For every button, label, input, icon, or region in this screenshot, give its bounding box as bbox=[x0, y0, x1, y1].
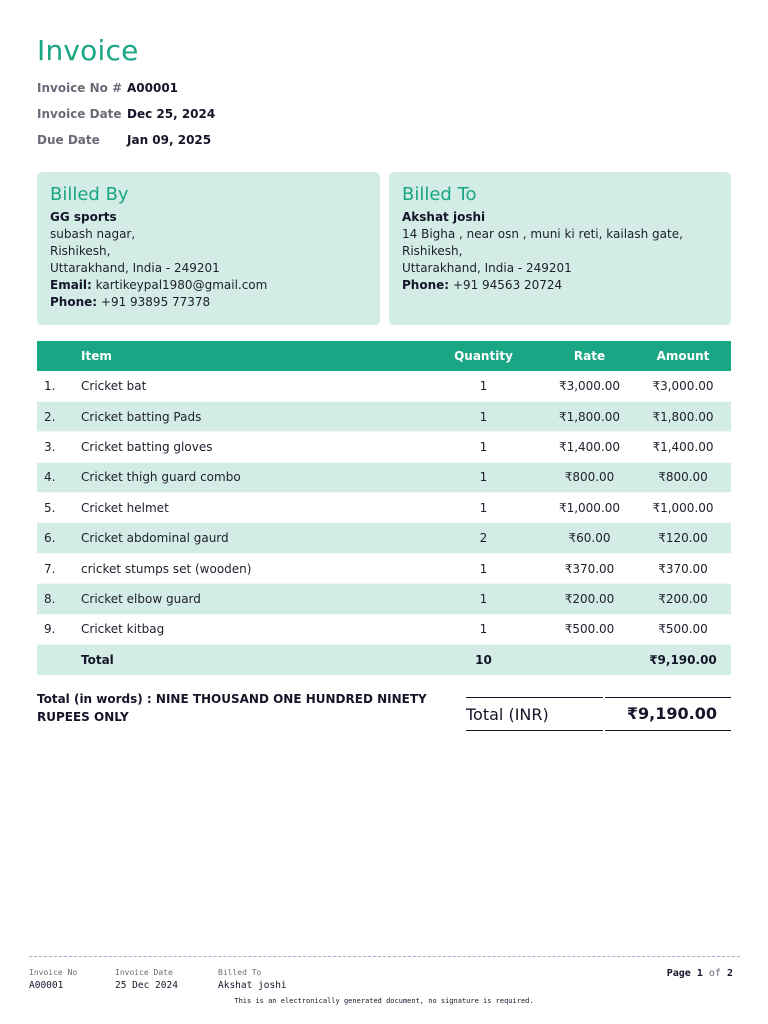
row-item: Cricket batting gloves bbox=[81, 432, 431, 462]
billed-by-card bbox=[37, 172, 380, 325]
row-amount: ₹500.00 bbox=[643, 614, 731, 644]
row-rate: ₹1,800.00 bbox=[536, 401, 643, 431]
signature-note: This is an electronically generated document, no signature is required. bbox=[234, 997, 534, 1005]
footer-invoice-number bbox=[29, 968, 77, 992]
row-amount: ₹200.00 bbox=[643, 584, 731, 614]
row-rate: ₹3,000.00 bbox=[536, 371, 643, 401]
row-item: Cricket abdominal gaurd bbox=[81, 523, 431, 553]
row-amount: ₹1,800.00 bbox=[643, 401, 731, 431]
row-number: 6. bbox=[37, 523, 81, 553]
total-amount: ₹9,190.00 bbox=[643, 645, 731, 675]
page-current: 1 bbox=[696, 968, 703, 979]
row-item: Cricket batting Pads bbox=[81, 401, 431, 431]
row-quantity: 1 bbox=[431, 462, 536, 492]
row-quantity: 1 bbox=[431, 553, 536, 583]
due-date-label: Due Date bbox=[37, 133, 100, 147]
row-item: Cricket helmet bbox=[81, 493, 431, 523]
row-quantity: 2 bbox=[431, 523, 536, 553]
row-quantity: 1 bbox=[431, 432, 536, 462]
grand-total-label: Total (INR) bbox=[466, 705, 549, 724]
footer-invoice-number-value: A00001 bbox=[29, 980, 64, 991]
grand-total-rule bbox=[466, 697, 603, 698]
row-item: cricket stumps set (wooden) bbox=[81, 553, 431, 583]
table-row bbox=[37, 432, 731, 462]
row-quantity: 1 bbox=[431, 371, 536, 401]
row-item: Cricket thigh guard combo bbox=[81, 462, 431, 492]
row-rate: ₹200.00 bbox=[536, 584, 643, 614]
billed-to-phone-row bbox=[402, 277, 718, 294]
row-quantity: 1 bbox=[431, 401, 536, 431]
items-table bbox=[37, 341, 731, 675]
table-row bbox=[37, 584, 731, 614]
row-number: 8. bbox=[37, 584, 81, 614]
page-title: Invoice bbox=[37, 34, 139, 67]
row-amount: ₹1,400.00 bbox=[643, 432, 731, 462]
billed-to-heading: Billed To bbox=[402, 184, 477, 205]
row-rate: ₹500.00 bbox=[536, 614, 643, 644]
billed-by-email-row bbox=[50, 277, 367, 294]
row-number: 9. bbox=[37, 614, 81, 644]
billed-by-email-label: Email: bbox=[50, 278, 92, 292]
row-item: Cricket kitbag bbox=[81, 614, 431, 644]
footer-billed-to-label: Billed To bbox=[218, 968, 262, 977]
billed-to-name: Akshat joshi bbox=[402, 210, 486, 224]
footer-divider bbox=[29, 956, 740, 957]
row-number: 7. bbox=[37, 553, 81, 583]
table-row bbox=[37, 462, 731, 492]
grand-total-rule bbox=[605, 697, 731, 698]
grand-total-value: ₹9,190.00 bbox=[626, 704, 717, 723]
footer-billed-to-value: Akshat joshi bbox=[218, 980, 287, 991]
footer-invoice-date-value: 25 Dec 2024 bbox=[115, 980, 178, 991]
row-item: Cricket bat bbox=[81, 371, 431, 401]
invoice-number-value: A00001 bbox=[127, 81, 179, 95]
table-row bbox=[37, 523, 731, 553]
footer-invoice-date bbox=[115, 968, 178, 992]
table-row bbox=[37, 493, 731, 523]
row-quantity: 1 bbox=[431, 614, 536, 644]
row-quantity: 1 bbox=[431, 584, 536, 614]
header-rate: Rate bbox=[536, 341, 643, 371]
due-date-value: Jan 09, 2025 bbox=[127, 133, 212, 147]
page-label: Page bbox=[666, 968, 691, 979]
row-number: 1. bbox=[37, 371, 81, 401]
billed-by-address-line2: Rishikesh, bbox=[50, 244, 111, 258]
row-rate: ₹1,400.00 bbox=[536, 432, 643, 462]
row-quantity: 1 bbox=[431, 493, 536, 523]
billed-to-phone-label: Phone: bbox=[402, 278, 450, 292]
header-number bbox=[37, 341, 81, 371]
grand-total bbox=[466, 697, 731, 731]
header-amount: Amount bbox=[643, 341, 731, 371]
billed-to-address-line1: 14 Bigha , near osn , muni ki reti, kailash gate, bbox=[402, 227, 683, 241]
table-row bbox=[37, 401, 731, 431]
table-row bbox=[37, 371, 731, 401]
row-rate: ₹1,000.00 bbox=[536, 493, 643, 523]
row-rate: ₹370.00 bbox=[536, 553, 643, 583]
footer-invoice-number-label: Invoice No bbox=[29, 968, 78, 977]
table-header-row bbox=[37, 341, 731, 371]
billed-to-phone: +91 94563 20724 bbox=[452, 278, 563, 292]
footer-invoice-date-label: Invoice Date bbox=[115, 968, 173, 977]
row-amount: ₹3,000.00 bbox=[643, 371, 731, 401]
invoice-date-label: Invoice Date bbox=[37, 107, 122, 121]
total-label: Total bbox=[81, 645, 431, 675]
billed-by-email: kartikeypal1980@gmail.com bbox=[95, 278, 268, 292]
billed-by-phone: +91 93895 77378 bbox=[100, 295, 211, 309]
billed-by-name: GG sports bbox=[50, 210, 117, 224]
billed-by-phone-label: Phone: bbox=[50, 295, 98, 309]
row-item: Cricket elbow guard bbox=[81, 584, 431, 614]
row-number: 4. bbox=[37, 462, 81, 492]
row-amount: ₹370.00 bbox=[643, 553, 731, 583]
header-quantity: Quantity bbox=[431, 341, 536, 371]
billed-by-heading: Billed By bbox=[50, 184, 129, 205]
row-amount: ₹120.00 bbox=[643, 523, 731, 553]
row-number: 2. bbox=[37, 401, 81, 431]
billed-to-address-line3: Uttarakhand, India - 249201 bbox=[402, 261, 572, 275]
table-row bbox=[37, 614, 731, 644]
table-row bbox=[37, 553, 731, 583]
invoice-date-value: Dec 25, 2024 bbox=[127, 107, 216, 121]
billed-by-phone-row bbox=[50, 294, 367, 311]
row-number: 5. bbox=[37, 493, 81, 523]
billed-to-card bbox=[389, 172, 731, 325]
page-of: of bbox=[708, 968, 721, 979]
billed-by-address-line1: subash nagar, bbox=[50, 227, 136, 241]
total-in-words: Total (in words) : NINE THOUSAND ONE HUNDRED NINETY RUPEES ONLY bbox=[37, 692, 427, 724]
grand-total-rule bbox=[605, 730, 731, 731]
row-rate: ₹60.00 bbox=[536, 523, 643, 553]
total-quantity: 10 bbox=[431, 645, 536, 675]
page-total: 2 bbox=[726, 968, 733, 979]
billed-to-address-line2: Rishikesh, bbox=[402, 244, 463, 258]
header-item: Item bbox=[81, 341, 431, 371]
billed-by-address-line3: Uttarakhand, India - 249201 bbox=[50, 261, 220, 275]
invoice-number-label: Invoice No # bbox=[37, 81, 123, 95]
footer-billed-to bbox=[218, 968, 287, 992]
row-amount: ₹800.00 bbox=[643, 462, 731, 492]
page-indicator bbox=[667, 968, 733, 979]
row-number: 3. bbox=[37, 432, 81, 462]
table-total-row bbox=[37, 645, 731, 675]
row-amount: ₹1,000.00 bbox=[643, 493, 731, 523]
grand-total-rule bbox=[466, 730, 603, 731]
row-rate: ₹800.00 bbox=[536, 462, 643, 492]
